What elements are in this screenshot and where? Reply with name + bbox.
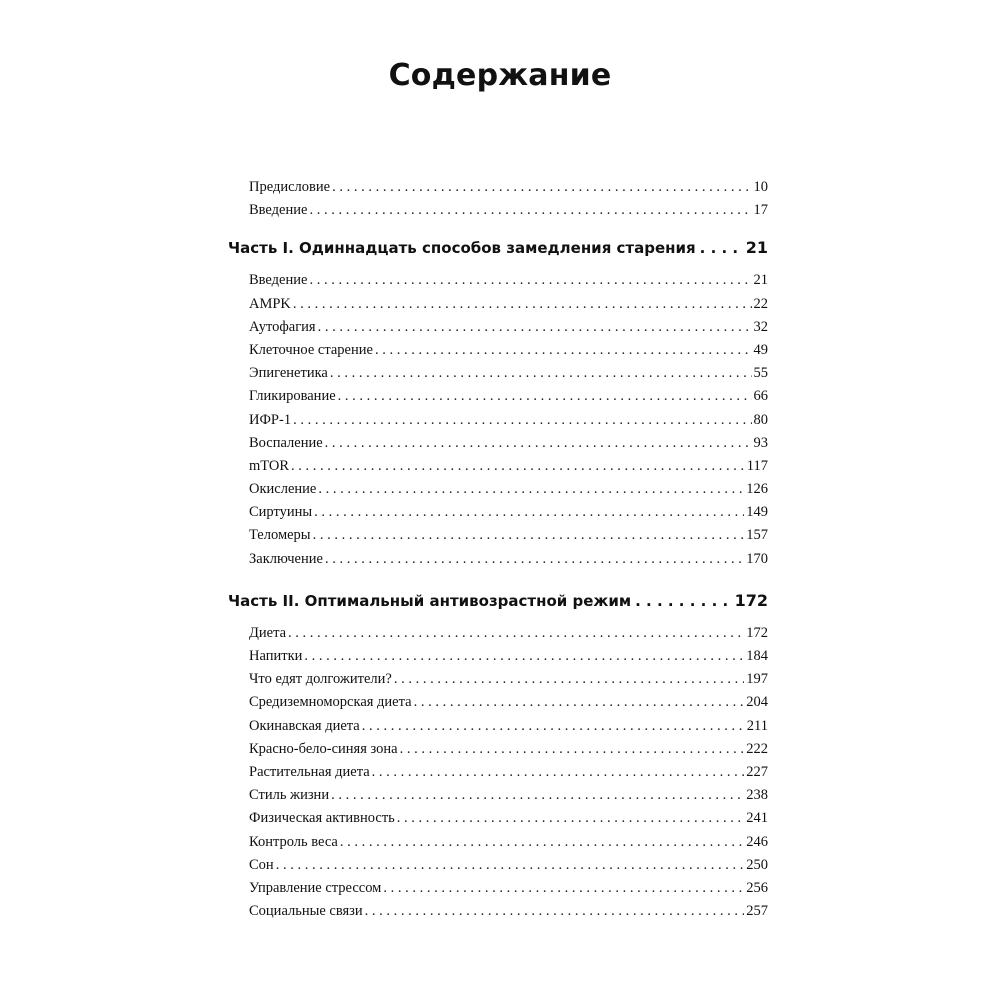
dot-leader — [397, 807, 744, 830]
toc-entry[interactable] — [228, 622, 768, 645]
dot-leader — [394, 668, 744, 691]
toc-page-number: 21 — [753, 272, 768, 289]
toc-entry-label: Эпигенетика — [249, 365, 328, 382]
toc-page-number: 149 — [746, 504, 768, 521]
dot-leader — [372, 761, 745, 784]
toc-entry[interactable] — [228, 668, 768, 691]
toc-entry-label: AMPK — [249, 295, 291, 312]
toc-entry[interactable] — [228, 715, 768, 738]
toc-entry-label: Напитки — [249, 648, 303, 664]
toc-page-number: 256 — [746, 879, 768, 896]
table-of-contents — [228, 176, 768, 923]
toc-page-number: 93 — [753, 434, 768, 451]
toc-page-number: 238 — [746, 787, 768, 804]
toc-entry-label: Что едят долгожители? — [249, 671, 392, 688]
toc-page-number: 257 — [746, 903, 768, 920]
dot-leader — [635, 586, 730, 616]
toc-page-number: 184 — [746, 648, 768, 664]
dot-leader — [375, 339, 752, 362]
dot-leader — [304, 645, 744, 668]
toc-page-number: 250 — [746, 856, 768, 873]
toc-page-number: 204 — [746, 694, 768, 711]
dot-leader — [325, 432, 752, 455]
toc-entry[interactable] — [228, 691, 768, 714]
toc-page-number: 170 — [746, 550, 768, 567]
toc-page-number: 10 — [753, 179, 768, 195]
toc-entry[interactable] — [228, 900, 768, 923]
toc-page-number: 22 — [753, 295, 768, 312]
toc-page-number: 227 — [746, 763, 768, 780]
dot-leader — [314, 501, 744, 524]
toc-entry-label: Воспаление — [249, 434, 323, 451]
dot-leader — [362, 715, 745, 738]
toc-entry-label: Теломеры — [249, 527, 311, 544]
dot-leader — [330, 362, 752, 385]
toc-page-number: 49 — [753, 341, 768, 358]
toc-entry[interactable] — [228, 761, 768, 784]
toc-entry[interactable] — [228, 831, 768, 854]
toc-entry-label: Стиль жизни — [249, 787, 330, 804]
toc-page-number: 17 — [753, 202, 768, 219]
dot-leader — [338, 385, 752, 408]
toc-part-label: Часть I. Одиннадцать способов замедления старения — [228, 239, 696, 258]
toc-entry-label: Диета — [249, 624, 287, 641]
toc-part-2-heading[interactable] — [228, 586, 768, 616]
dot-leader — [332, 176, 751, 199]
toc-entry[interactable] — [228, 293, 768, 316]
toc-entry[interactable] — [228, 199, 768, 222]
dot-leader — [318, 316, 752, 339]
dot-leader — [331, 784, 744, 807]
toc-part-1-list — [228, 269, 768, 570]
toc-page-number: 126 — [746, 481, 768, 498]
toc-entry[interactable] — [228, 501, 768, 524]
toc-part-2-list — [228, 622, 768, 923]
toc-entry[interactable] — [228, 548, 768, 571]
toc-entry[interactable] — [228, 362, 768, 385]
dot-leader — [340, 831, 744, 854]
toc-entry-label: Клеточное старение — [249, 341, 373, 358]
toc-entry-label: mTOR — [249, 457, 290, 474]
toc-entry[interactable] — [228, 409, 768, 432]
toc-page-number: 21 — [745, 238, 768, 258]
toc-entry[interactable] — [228, 385, 768, 408]
toc-entry-label: Физическая активность — [249, 810, 395, 827]
toc-page-number: 55 — [753, 365, 768, 382]
toc-entry-label: Социальные связи — [249, 903, 363, 920]
dot-leader — [318, 478, 744, 501]
toc-page-number: 172 — [734, 590, 768, 610]
toc-entry-label: Заключение — [249, 550, 323, 567]
toc-entry[interactable] — [228, 478, 768, 501]
toc-entry[interactable] — [228, 432, 768, 455]
toc-entry[interactable] — [228, 176, 768, 199]
toc-entry-label: Управление стрессом — [249, 879, 382, 896]
toc-entry-label: Окинавская диета — [249, 717, 360, 734]
toc-page-number: 211 — [746, 717, 768, 734]
toc-page-number: 32 — [753, 318, 768, 335]
toc-entry-label: Введение — [249, 202, 308, 219]
toc-entry-label: Окисление — [249, 481, 317, 498]
toc-entry[interactable] — [228, 738, 768, 761]
toc-part-label: Часть II. Оптимальный антивозрастной режим — [228, 591, 632, 610]
toc-page-number: 157 — [746, 527, 768, 544]
toc-page-number: 241 — [746, 810, 768, 827]
dot-leader — [400, 738, 745, 761]
dot-leader — [293, 293, 752, 316]
toc-entry-label: Предисловие — [249, 179, 331, 195]
toc-entry[interactable] — [228, 339, 768, 362]
dot-leader — [276, 854, 745, 877]
dot-leader — [325, 548, 744, 571]
toc-entry[interactable] — [228, 524, 768, 547]
dot-leader — [293, 409, 751, 432]
toc-entry[interactable] — [228, 807, 768, 830]
toc-page-number: 222 — [746, 740, 768, 757]
toc-entry[interactable] — [228, 269, 768, 292]
toc-page-number: 66 — [753, 388, 768, 405]
toc-entry-label: Средиземноморская диета — [249, 694, 412, 711]
dot-leader — [291, 455, 745, 478]
toc-entry[interactable] — [228, 877, 768, 900]
toc-entry-label: Аутофагия — [249, 318, 316, 335]
dot-leader — [288, 622, 744, 645]
dot-leader — [414, 691, 745, 714]
dot-leader — [383, 877, 744, 900]
toc-part-1-heading[interactable] — [228, 233, 768, 263]
toc-entry[interactable] — [228, 854, 768, 877]
toc-entry-label: Введение — [249, 272, 308, 289]
toc-entry-label: Красно-бело-синяя зона — [249, 740, 398, 757]
toc-entry-label: Растительная диета — [249, 763, 370, 780]
dot-leader — [309, 199, 751, 222]
dot-leader — [700, 233, 742, 263]
toc-entry-label: Сон — [249, 856, 274, 873]
toc-entry-label: Гликирование — [249, 388, 336, 405]
toc-page-number: 172 — [746, 624, 768, 641]
toc-entry-label: ИФР-1 — [249, 411, 292, 428]
toc-entry[interactable] — [228, 645, 768, 668]
page-title: Содержание — [388, 58, 612, 93]
toc-entry-label: Сиртуины — [249, 504, 313, 521]
dot-leader — [309, 269, 751, 292]
toc-entry[interactable] — [228, 455, 768, 478]
dot-leader — [313, 524, 745, 547]
toc-entry[interactable] — [228, 784, 768, 807]
toc-page-number: 80 — [753, 411, 768, 428]
toc-page-number: 117 — [746, 457, 768, 474]
toc-page-number: 197 — [746, 671, 768, 688]
toc-page-number: 246 — [746, 833, 768, 850]
toc-entry[interactable] — [228, 316, 768, 339]
dot-leader — [365, 900, 745, 923]
toc-entry-label: Контроль веса — [249, 833, 338, 850]
